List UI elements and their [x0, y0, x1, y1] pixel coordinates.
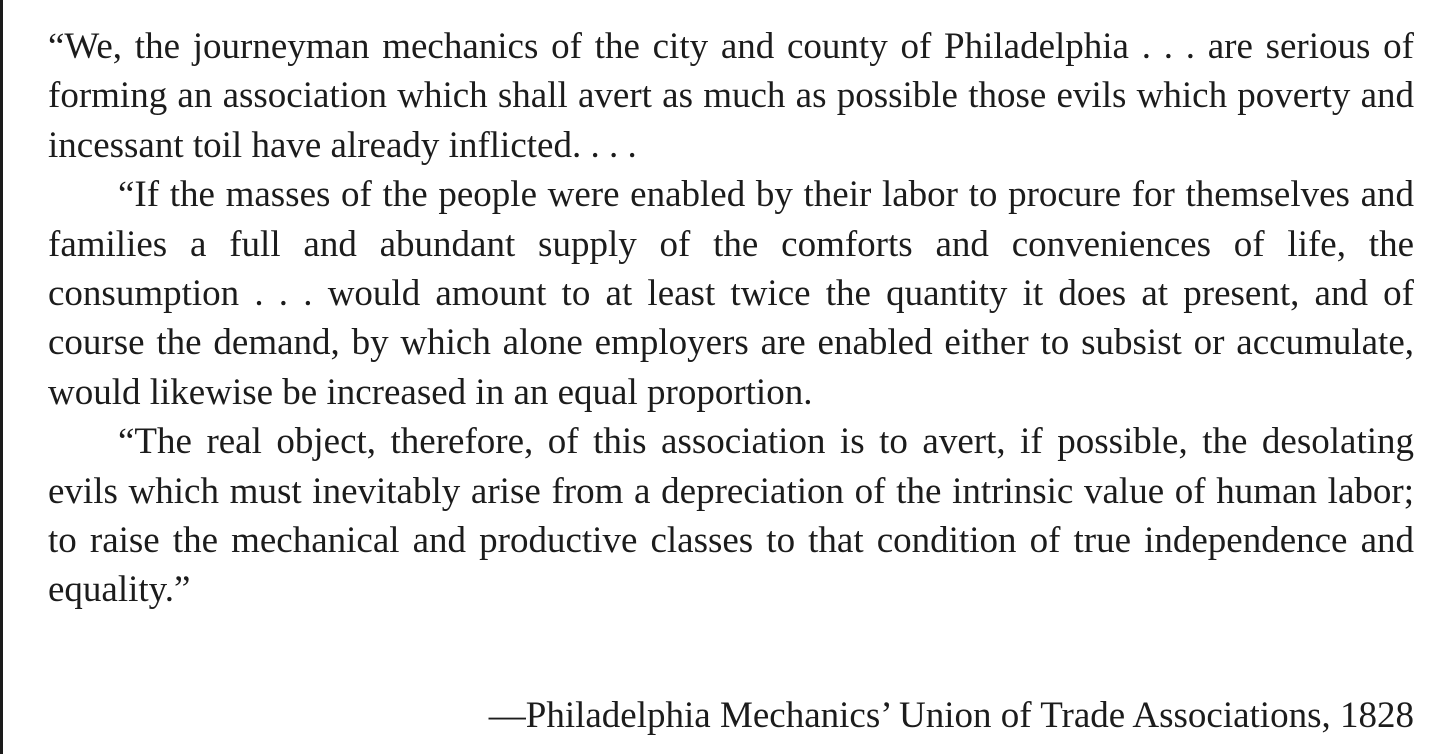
quote-paragraph-3: “The real object, therefore, of this association is to avert, if possible, the desolating evils which must inevitably arise from a depreciation of the intrinsic value of human labor; to raise the mechanical and productive classes to that condition of true independence and equality.” — [48, 421, 1414, 611]
quote-passage — [48, 22, 1414, 615]
left-border-rule — [0, 0, 3, 754]
quote-paragraph-2: “If the masses of the people were enabled by their labor to procure for themselves and families a full and abundant supply of the comforts and conveniences of life, the consumption . . . would amount to at least twice the quantity it does at present, and of course the demand, by which alone employers are enabled either to subsist or accumulate, would likewise be increased in an equal proportion. — [48, 174, 1414, 413]
quote-paragraph-1: “We, the journeyman mechanics of the city and county of Philadelphia . . . are serious of forming an association which shall avert as much as possible those evils which poverty and incessant toil have already inflicted. . . . — [48, 26, 1414, 166]
quote-attribution: —Philadelphia Mechanics’ Union of Trade Associations, 1828 — [488, 695, 1414, 736]
